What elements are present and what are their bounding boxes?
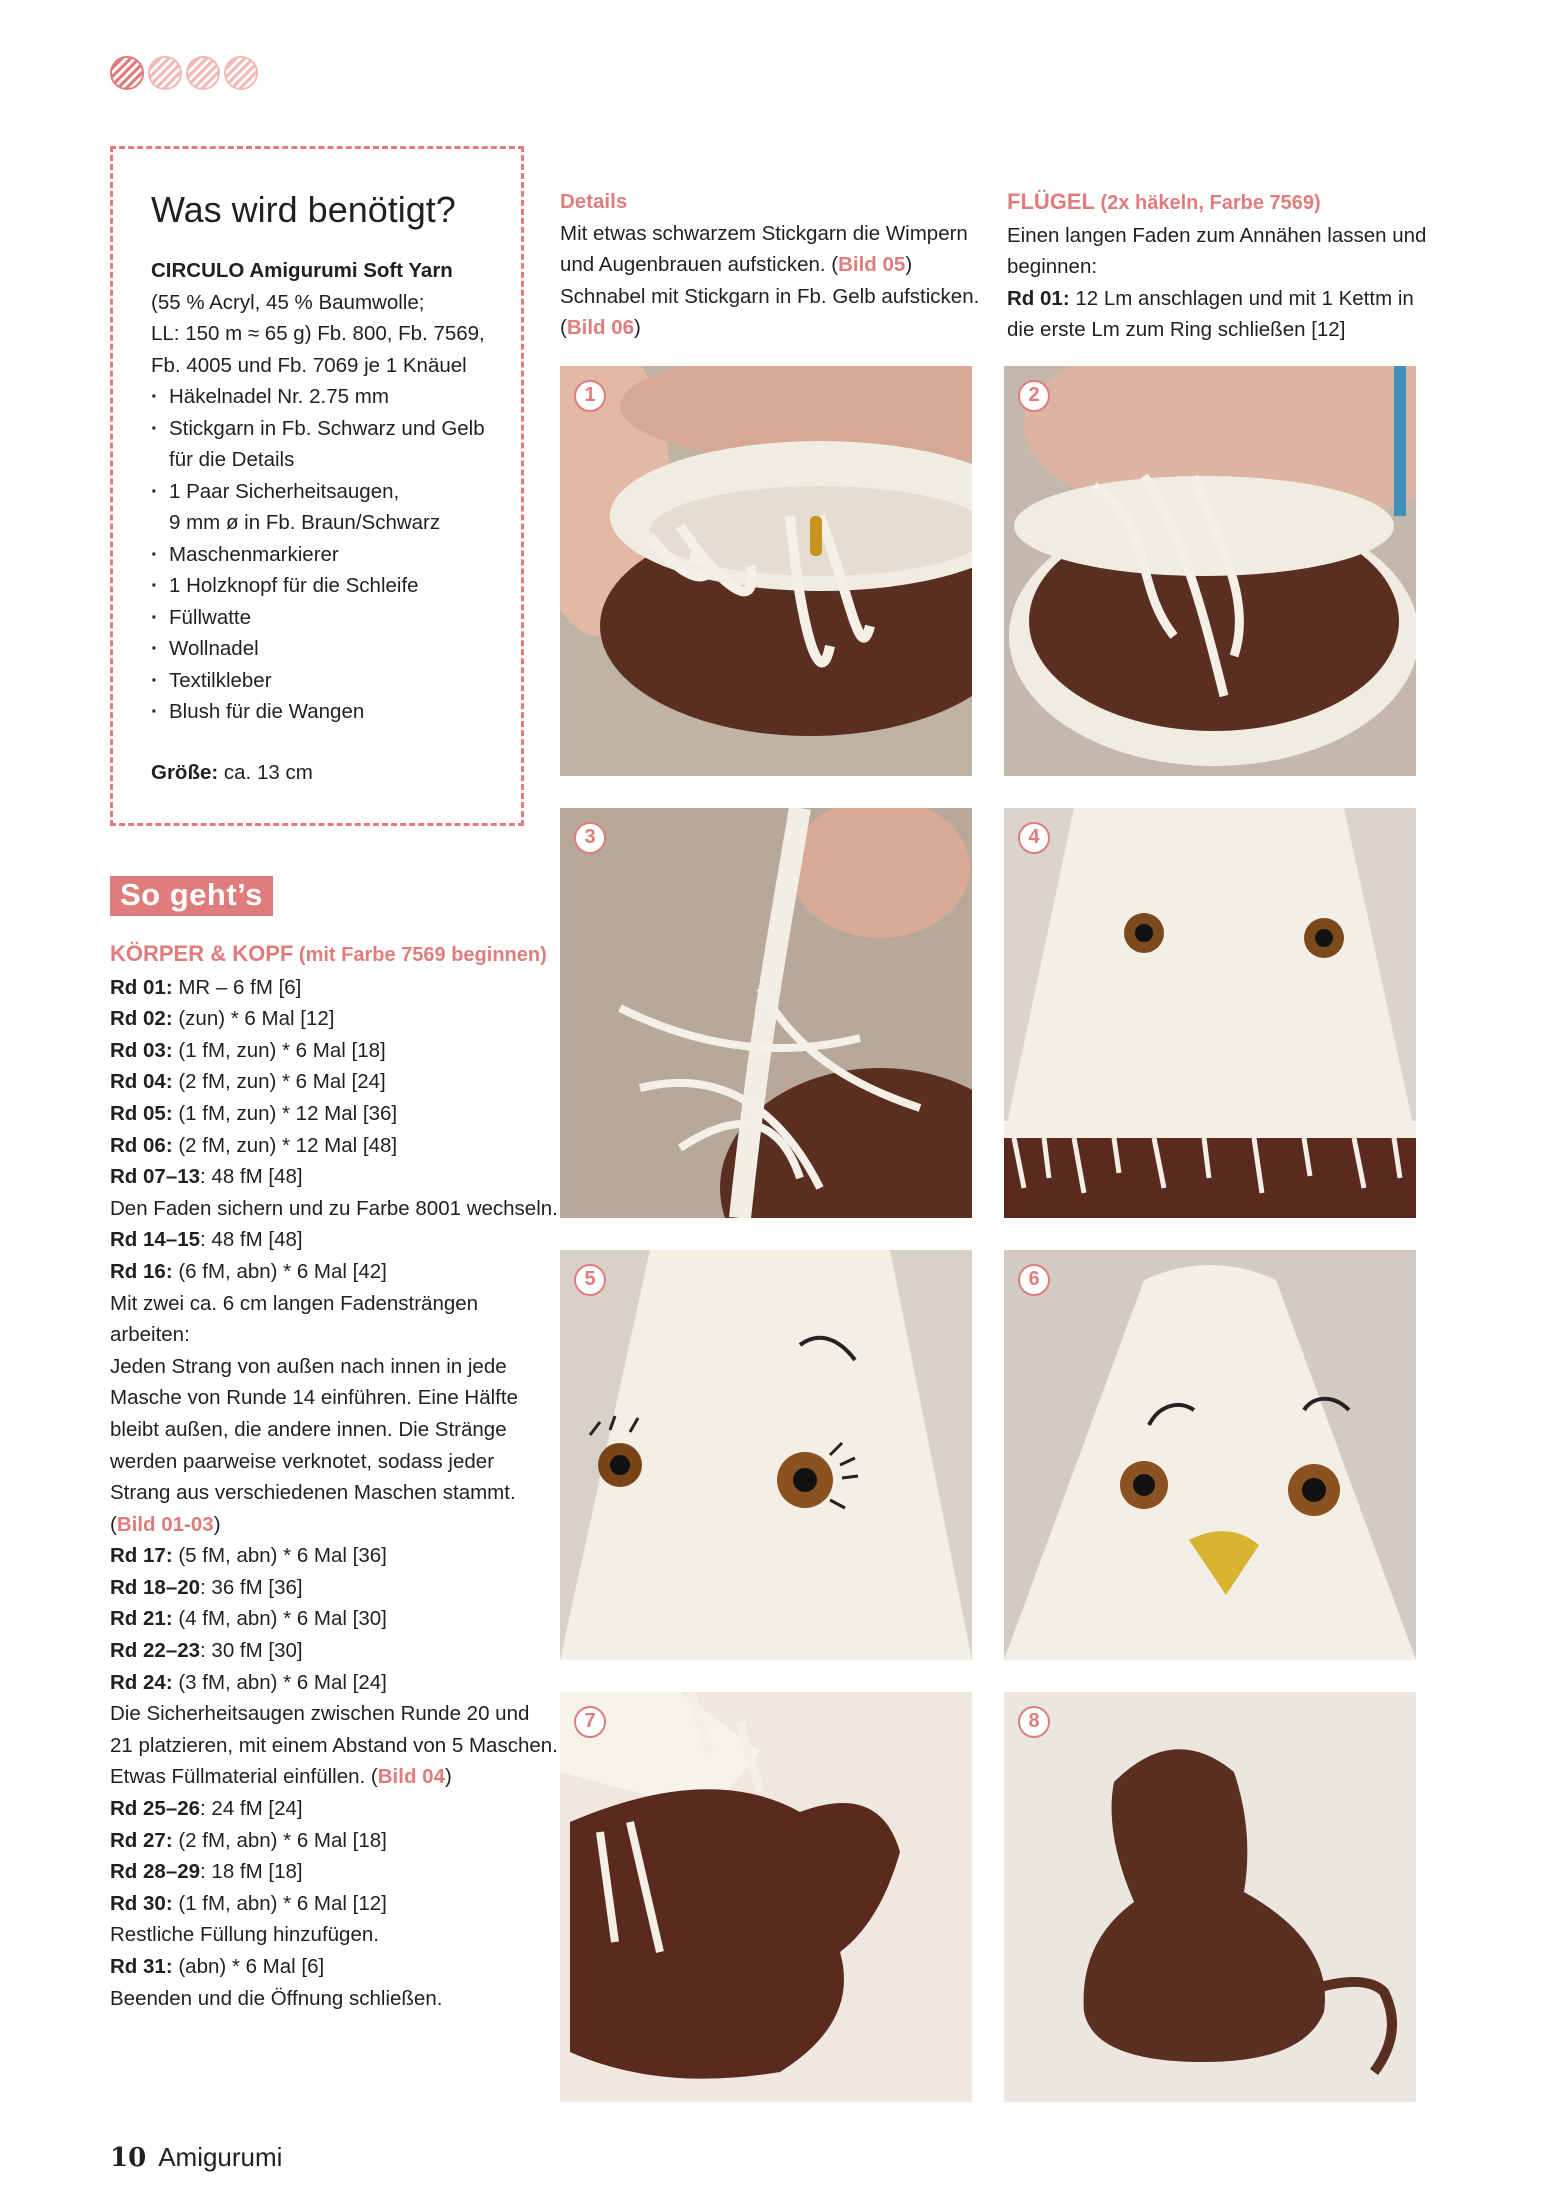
round-text: (zun) * 6 Mal [12] (172, 1007, 335, 1031)
instruction-line (110, 1667, 530, 1699)
wings-heading-text: FLÜGEL (1007, 189, 1095, 214)
magazine-name: Amigurumi (158, 2142, 283, 2172)
round-label: Rd 02: (110, 1007, 173, 1031)
round-text: (1 fM, abn) * 6 Mal [12] (172, 1891, 387, 1915)
instruction-line (110, 1761, 530, 1793)
round-text: Strang aus verschiedenen Maschen stammt. (110, 1481, 516, 1505)
wings-line (1007, 251, 1426, 283)
yarn-detail-line: Fb. 4005 und Fb. 7069 je 1 Knäuel (151, 353, 467, 377)
instruction-line (110, 1035, 530, 1067)
yarn-ball-icon (110, 56, 144, 90)
instruction-line (110, 1319, 530, 1351)
yarn-ball-icon (224, 56, 258, 90)
round-text: (3 fM, abn) * 6 Mal [24] (172, 1670, 387, 1694)
round-label: Rd 22–23 (110, 1639, 201, 1663)
round-text: ) (905, 253, 913, 277)
round-label: Rd 30: (110, 1891, 173, 1915)
instruction-line (110, 1635, 530, 1667)
material-item: · Maschenmarkierer (151, 539, 501, 571)
round-label: Rd 31: (110, 1955, 173, 1978)
wings-heading (1007, 186, 1426, 220)
photo-2-illustration (1004, 366, 1416, 776)
instruction-line (110, 1161, 530, 1193)
instruction-line (110, 1951, 530, 1983)
round-label: Rd 04: (110, 1070, 173, 1094)
instruction-line (110, 1730, 558, 1762)
round-label: Rd 24: (110, 1670, 173, 1694)
instructions-body (110, 938, 558, 2014)
image-reference: Bild 06 (566, 316, 635, 340)
yarn-detail-line: (55 % Acryl, 45 % Baumwolle; (151, 290, 425, 314)
round-label: Rd 14–15 (110, 1228, 201, 1252)
round-text: 12 Lm anschlagen und mit 1 Kettm in (1069, 286, 1414, 310)
instruction-line (110, 1288, 530, 1320)
details-column (560, 186, 979, 344)
round-text: : 30 fM [30] (200, 1639, 303, 1663)
round-text: beginnen: (1007, 255, 1098, 279)
wings-line (1007, 220, 1426, 252)
round-label: Rd 01: (110, 975, 173, 999)
round-text: (2 fM, zun) * 6 Mal [24] (172, 1070, 386, 1094)
instruction-line (110, 1825, 530, 1857)
instruction-line (110, 1066, 530, 1098)
material-item: · Häkelnadel Nr. 2.75 mm (151, 381, 501, 413)
round-text: ) (444, 1765, 452, 1789)
photo-4-illustration (1004, 808, 1416, 1218)
round-label: Rd 25–26 (110, 1797, 201, 1821)
photo-6-illustration (1004, 1250, 1416, 1660)
photo-number: 4 (1018, 822, 1050, 854)
instruction-line (110, 1603, 530, 1635)
material-item: 9 mm ø in Fb. Braun/Schwarz (169, 511, 441, 534)
photo-5-illustration (560, 1250, 972, 1660)
yarn-ball-icon (186, 56, 220, 90)
round-text: : 48 fM [48] (200, 1228, 303, 1252)
round-label: Rd 07–13 (110, 1165, 201, 1189)
round-label: Rd 17: (110, 1544, 173, 1568)
photo-number: 5 (574, 1264, 606, 1296)
instruction-line (110, 1793, 530, 1825)
round-text: (abn) * 6 Mal [6] (172, 1955, 325, 1978)
round-label: Rd 03: (110, 1038, 173, 1062)
page-number: 10 (110, 2143, 147, 2173)
round-list (110, 972, 558, 2015)
round-text: (1 fM, zun) * 12 Mal [36] (172, 1101, 398, 1125)
instruction-line (110, 1446, 530, 1478)
photo-step-7 (560, 1692, 972, 2102)
photo-number: 6 (1018, 1264, 1050, 1296)
photo-number: 8 (1018, 1706, 1050, 1738)
instruction-line (110, 1540, 530, 1572)
round-label: Rd 06: (110, 1133, 173, 1157)
round-text: Mit zwei ca. 6 cm langen Fadensträngen (110, 1291, 479, 1315)
instruction-line (110, 1382, 530, 1414)
details-text (560, 218, 979, 344)
round-text: ( (560, 316, 567, 340)
wings-line (1007, 314, 1426, 346)
round-text: die erste Lm zum Ring schließen [12] (1007, 318, 1346, 342)
round-text: Den Faden sichern und zu Farbe 8001 wechseln. (110, 1196, 558, 1220)
material-item: · Stickgarn in Fb. Schwarz und Gelb (151, 413, 501, 445)
details-line (560, 249, 979, 281)
round-text: : 48 fM [48] (200, 1165, 303, 1189)
instruction-line (110, 1414, 530, 1446)
material-item: · Blush für die Wangen (151, 696, 501, 728)
round-text: (4 fM, abn) * 6 Mal [30] (172, 1607, 387, 1631)
instruction-line (110, 1193, 558, 1225)
yarn-name: CIRCULO Amigurumi Soft Yarn (151, 259, 453, 282)
photo-step-5 (560, 1250, 972, 1660)
image-reference: Bild 04 (377, 1765, 445, 1789)
wings-line (1007, 283, 1426, 315)
photo-1-illustration (560, 366, 972, 776)
round-text: Schnabel mit Stickgarn in Fb. Gelb aufsticken. (560, 284, 980, 308)
photo-step-4 (1004, 808, 1416, 1218)
round-text: 21 platzieren, mit einem Abstand von 5 Maschen. (110, 1733, 558, 1757)
materials-title: Was wird benötigt? (151, 189, 456, 230)
material-item: für die Details (169, 448, 295, 471)
section-title: So geht’s (110, 876, 273, 916)
round-text: Jeden Strang von außen nach innen in jede (110, 1354, 507, 1378)
instruction-line (110, 972, 530, 1004)
round-text: ( (110, 1512, 117, 1536)
materials-list (151, 381, 501, 728)
round-text: (2 fM, zun) * 12 Mal [48] (172, 1133, 398, 1157)
round-text: (5 fM, abn) * 6 Mal [36] (172, 1544, 387, 1568)
materials-box (110, 146, 524, 826)
instruction-line (110, 1509, 530, 1541)
image-reference: Bild 01-03 (116, 1512, 214, 1536)
round-text: Die Sicherheitsaugen zwischen Runde 20 und (110, 1702, 530, 1726)
yarn-details (151, 287, 501, 382)
yarn-detail-line: LL: 150 m ≈ 65 g) Fb. 800, Fb. 7569, (151, 322, 485, 345)
size-label: Größe: (151, 761, 219, 784)
round-text: Restliche Füllung hinzufügen. (110, 1923, 379, 1947)
instruction-line (110, 1130, 530, 1162)
instruction-line (110, 1098, 530, 1130)
round-text: (2 fM, abn) * 6 Mal [18] (172, 1828, 387, 1852)
material-item: · Textilkleber (151, 665, 501, 697)
round-label: Rd 21: (110, 1607, 173, 1631)
material-item: · 1 Paar Sicherheitsaugen, (151, 476, 501, 508)
instruction-line (110, 1224, 530, 1256)
instruction-line (110, 1477, 530, 1509)
instruction-line (110, 1856, 530, 1888)
round-text: MR – 6 fM [6] (172, 975, 302, 999)
photo-step-6 (1004, 1250, 1416, 1660)
round-text: Mit etwas schwarzem Stickgarn die Wimpern (560, 221, 968, 245)
photo-3-illustration (560, 808, 972, 1218)
round-text: und Augenbrauen aufsticken. ( (560, 253, 839, 277)
photo-number: 1 (574, 380, 606, 412)
details-line (560, 218, 979, 250)
photo-step-3 (560, 808, 972, 1218)
wings-heading-note: (2x häkeln, Farbe 7569) (1095, 192, 1321, 214)
round-text: (6 fM, abn) * 6 Mal [42] (172, 1259, 387, 1283)
round-text: arbeiten: (110, 1323, 190, 1347)
details-line (560, 281, 979, 313)
round-text: ) (634, 316, 641, 340)
instruction-line (110, 1888, 530, 1920)
instruction-line (110, 1256, 530, 1288)
wings-text (1007, 220, 1426, 346)
round-text: : 18 fM [18] (200, 1860, 303, 1884)
details-line (560, 312, 979, 344)
round-text: (1 fM, zun) * 6 Mal [18] (172, 1038, 386, 1062)
details-heading: Details (560, 190, 628, 213)
round-text: Etwas Füllmaterial einfüllen. ( (110, 1765, 378, 1789)
photo-8-illustration (1004, 1692, 1416, 2102)
round-label: Rd 01: (1007, 286, 1070, 310)
round-text: : 24 fM [24] (200, 1797, 303, 1821)
yarn-ball-icon (148, 56, 182, 90)
instruction-line (110, 1919, 530, 1951)
instruction-line (110, 1698, 530, 1730)
round-label: Rd 28–29 (110, 1860, 201, 1884)
size-value: ca. 13 cm (218, 761, 313, 784)
material-item: · Wollnadel (151, 633, 501, 665)
photo-number: 3 (574, 822, 606, 854)
material-item: · 1 Holzknopf für die Schleife (151, 570, 501, 602)
round-text: bleibt außen, die andere innen. Die Stränge (110, 1417, 507, 1441)
round-label: Rd 18–20 (110, 1575, 201, 1599)
round-label: Rd 05: (110, 1101, 173, 1125)
instruction-line (110, 1983, 530, 2015)
photo-number: 7 (574, 1706, 606, 1738)
round-label: Rd 27: (110, 1828, 173, 1852)
size-line (151, 761, 313, 785)
instruction-line (110, 1003, 530, 1035)
body-heading (110, 938, 547, 972)
round-text: werden paarweise verknotet, sodass jeder (110, 1449, 495, 1473)
body-heading-text: KÖRPER & KOPF (110, 941, 294, 966)
round-label: Rd 16: (110, 1259, 173, 1283)
round-text: Beenden und die Öffnung schließen. (110, 1986, 443, 2010)
photo-number: 2 (1018, 380, 1050, 412)
material-item: · Füllwatte (151, 602, 501, 634)
round-text: : 36 fM [36] (200, 1575, 303, 1599)
round-text: Masche von Runde 14 einführen. Eine Hälfte (110, 1386, 518, 1410)
photo-step-1 (560, 366, 972, 776)
instruction-line (110, 1572, 530, 1604)
body-heading-note: (mit Farbe 7569 beginnen) (293, 944, 547, 966)
wings-column (1007, 186, 1426, 346)
instruction-line (110, 1351, 530, 1383)
round-text: ) (213, 1512, 221, 1536)
image-reference: Bild 05 (838, 253, 906, 277)
page-footer (110, 2142, 282, 2173)
round-text: Einen langen Faden zum Annähen lassen und (1007, 223, 1427, 247)
photo-step-2 (1004, 366, 1416, 776)
yarn-ball-icons (110, 56, 258, 90)
photo-step-8 (1004, 1692, 1416, 2102)
photo-7-illustration (560, 1692, 972, 2102)
